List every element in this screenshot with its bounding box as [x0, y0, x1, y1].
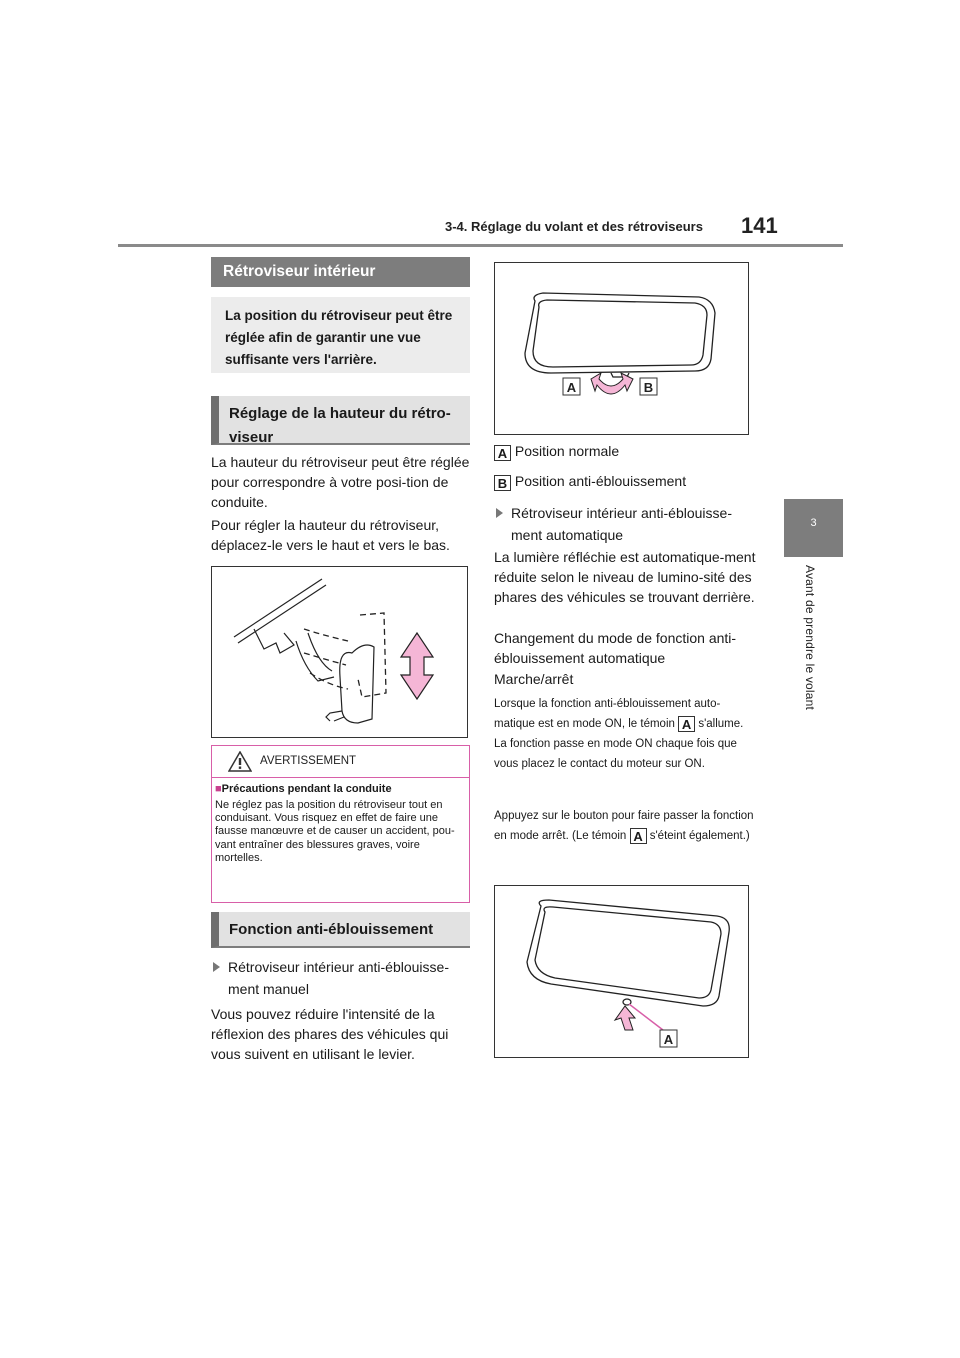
- bullet-automatic-line1: Rétroviseur intérieur anti-éblouisse-: [511, 505, 732, 521]
- auto-mirror-figure: [494, 885, 749, 1058]
- warning-text: Ne réglez pas la position du rétroviseur tout en conduisant. Vous risquez en effet de faire une fausse manœuvre et de causer un accident, pou-vant entraîner des blessures graves, voire mortelles.: [215, 799, 455, 864]
- page-number: 141: [741, 213, 778, 238]
- bullet-manual-line1: Rétroviseur intérieur anti-éblouisse-: [228, 959, 449, 975]
- warning-icon: [228, 751, 252, 772]
- warning-header: [212, 746, 469, 778]
- legend-b: [494, 473, 686, 491]
- legend-a-text: Position normale: [514, 443, 620, 459]
- label-a-indicator: A: [663, 1032, 674, 1047]
- label-a: A: [566, 380, 577, 395]
- section-title: Rétroviseur intérieur: [211, 257, 470, 287]
- legend-b-text: Position anti-éblouissement: [514, 473, 687, 489]
- note-off-text2: s'éteint également.): [649, 830, 750, 842]
- bullet-automatic: [496, 502, 756, 546]
- warning-title: AVERTISSEMENT: [260, 755, 357, 767]
- paragraph-automatic: La lumière réfléchie est automatique-ment réduite selon le niveau de lumino-sité des phares des véhicules se trouvant derrière.: [494, 549, 756, 605]
- label-b: B: [643, 380, 654, 395]
- mirror-lever-figure: [494, 262, 749, 435]
- note-on: [494, 694, 756, 774]
- paragraph-height-howto: Pour régler la hauteur du rétroviseur, déplacez-le vers le haut et vers le bas.: [211, 517, 450, 553]
- paragraph-on-off: Marche/arrêt: [494, 671, 574, 687]
- triangle-bullet-icon: [213, 962, 220, 972]
- subheading-height: Réglage de la hauteur du rétro-viseur: [211, 396, 470, 445]
- legend-a-badge: A: [494, 445, 511, 461]
- square-bullet-icon: ■: [215, 783, 222, 795]
- paragraph-height-intro: La hauteur du rétroviseur peut être réglée pour correspondre à votre posi-tion de conduite.: [211, 454, 470, 510]
- indicator-a-badge: A: [630, 828, 647, 844]
- intro-box: La position du rétroviseur peut être réglée afin de garantir une vue suffisante vers l'arrière.: [211, 297, 470, 373]
- chapter-number: 3: [810, 517, 817, 529]
- chapter-label: Avant de prendre le volant: [803, 565, 817, 711]
- warning-subtitle: [215, 783, 392, 795]
- warning-box: [211, 745, 470, 903]
- legend-a: [494, 443, 619, 461]
- mirror-height-figure: [211, 566, 468, 738]
- note-on-text1: Lorsque la fonction anti-éblouissement auto-matique est en mode ON, le témoin: [494, 698, 721, 730]
- note-off-text1: Appuyez sur le bouton pour faire passer la fonction en mode arrêt. (Le témoin: [494, 810, 754, 842]
- running-header: 3-4. Réglage du volant et des rétroviseurs: [445, 219, 703, 234]
- legend-b-badge: B: [494, 475, 511, 491]
- bullet-manual-line2: ment manuel: [228, 981, 309, 997]
- note-off: [494, 806, 756, 846]
- subheading-antiglare: Fonction anti-éblouissement: [211, 912, 470, 948]
- bullet-automatic-line2: ment automatique: [511, 527, 624, 543]
- paragraph-mode-change: Changement du mode de fonction anti-éblouissement automatique: [494, 630, 737, 666]
- warning-subtitle-text: Précautions pendant la conduite: [221, 783, 392, 795]
- triangle-bullet-icon: [496, 508, 503, 518]
- paragraph-manual: Vous pouvez réduire l'intensité de la réflexion des phares des véhicules qui vous suivent en utilisant le levier.: [211, 1006, 449, 1062]
- note-on-text2: s'allume. La fonction passe en mode ON chaque fois que vous placez le contact du moteur sur ON.: [494, 718, 744, 770]
- header-rule: [118, 244, 843, 247]
- bullet-manual: [213, 956, 473, 1000]
- indicator-a-badge: A: [678, 716, 695, 732]
